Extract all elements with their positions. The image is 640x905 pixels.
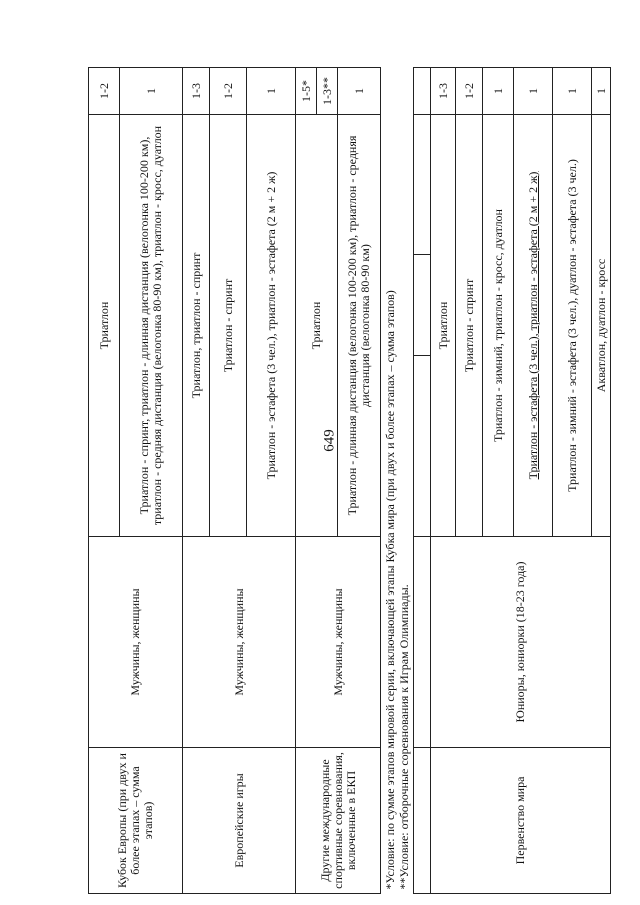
place-cell: 1-2 — [210, 67, 247, 114]
group-cell: Мужчины, женщины — [296, 537, 381, 748]
results-table — [88, 67, 611, 894]
place-cell: 1 — [338, 67, 381, 114]
discipline-cell: Триатлон, триатлон - спринт — [183, 114, 210, 536]
place-cell: 1 — [514, 67, 553, 114]
place-cell: 1-3** — [317, 67, 338, 114]
place-cell: 1-3 — [431, 67, 456, 114]
discipline-header-cell: Триатлон — [89, 114, 120, 536]
discipline-cell: Триатлон - спринт, триатлон - длинная дистанция (велогонка 100-200 км), триатлон - средняя дистанция (велогонка 80-90 км), триатлон - кросс, дуатлон — [120, 114, 183, 536]
place-cell: 1 — [592, 67, 611, 114]
empty-cell — [414, 356, 431, 537]
competition-cell: Первенство мира — [431, 748, 611, 894]
group-cell: Мужчины, женщины — [89, 537, 183, 748]
place-cell: 1 — [120, 67, 183, 114]
notes-row — [381, 67, 414, 893]
discipline-cell: Триатлон - спринт — [210, 114, 247, 536]
place-cell: 1-3 — [183, 67, 210, 114]
empty-cell — [414, 748, 431, 894]
notes — [381, 67, 414, 893]
discipline-cell: Акватлон, дуатлон - кросс — [592, 114, 611, 536]
place-cell: 1-5* — [296, 67, 317, 114]
place-cell: 1-2 — [89, 67, 120, 114]
note-1: *Условие: по сумме этапов мировой серии, включающей этапы Кубка мира (при двух и более этапах – сумма этапов) — [383, 290, 397, 890]
competition-cell: Европейские игры — [183, 748, 296, 894]
group-cell: Юниоры, юниорки (18-23 года) — [431, 537, 611, 748]
table-row — [89, 67, 120, 893]
table-row — [183, 67, 210, 893]
discipline-cell: Триатлон - эстафета (3 чел.), триатлон - эстафета (2 м + 2 ж) — [247, 114, 296, 536]
empty-cell — [414, 255, 431, 356]
competition-cell: Другие международные спортивные соревнования, включенные в ЕКП — [296, 748, 381, 894]
table-row — [296, 67, 317, 893]
page-number: 649 — [321, 429, 338, 452]
discipline-cell: Триатлон - спринт — [456, 114, 483, 536]
competition-cell: Кубок Европы (при двух и более этапах – сумма этапов) — [89, 748, 183, 894]
empty-cell — [414, 114, 431, 254]
discipline-cell: Триатлон - эстафета (3 чел.), триатлон - эстафета (2 м + 2 ж) — [514, 114, 553, 536]
place-cell: 1 — [247, 67, 296, 114]
place-cell: 1-2 — [456, 67, 483, 114]
empty-cell — [414, 67, 431, 114]
discipline-cell: Триатлон - зимний - эстафета (3 чел.), дуатлон - эстафета (3 чел.) — [553, 114, 592, 536]
place-cell: 1 — [553, 67, 592, 114]
discipline-header-cell: Триатлон — [431, 114, 456, 536]
discipline-cell: Триатлон - зимний, триатлон - кросс, дуатлон — [483, 114, 514, 536]
table-row — [414, 67, 431, 893]
rotated-document — [88, 68, 608, 894]
discipline-cell: Триатлон - длинная дистанция (велогонка 100-200 км), триатлон - средняя дистанция (велогонка 80-90 км) — [338, 114, 381, 536]
table-row — [431, 67, 456, 893]
discipline-cell: Триатлон — [296, 114, 338, 536]
group-cell: Мужчины, женщины — [183, 537, 296, 748]
note-2: **Условие: отборочные соревнования к Играм Олимпиады. — [397, 584, 411, 890]
place-cell: 1 — [483, 67, 514, 114]
empty-cell — [414, 537, 431, 748]
